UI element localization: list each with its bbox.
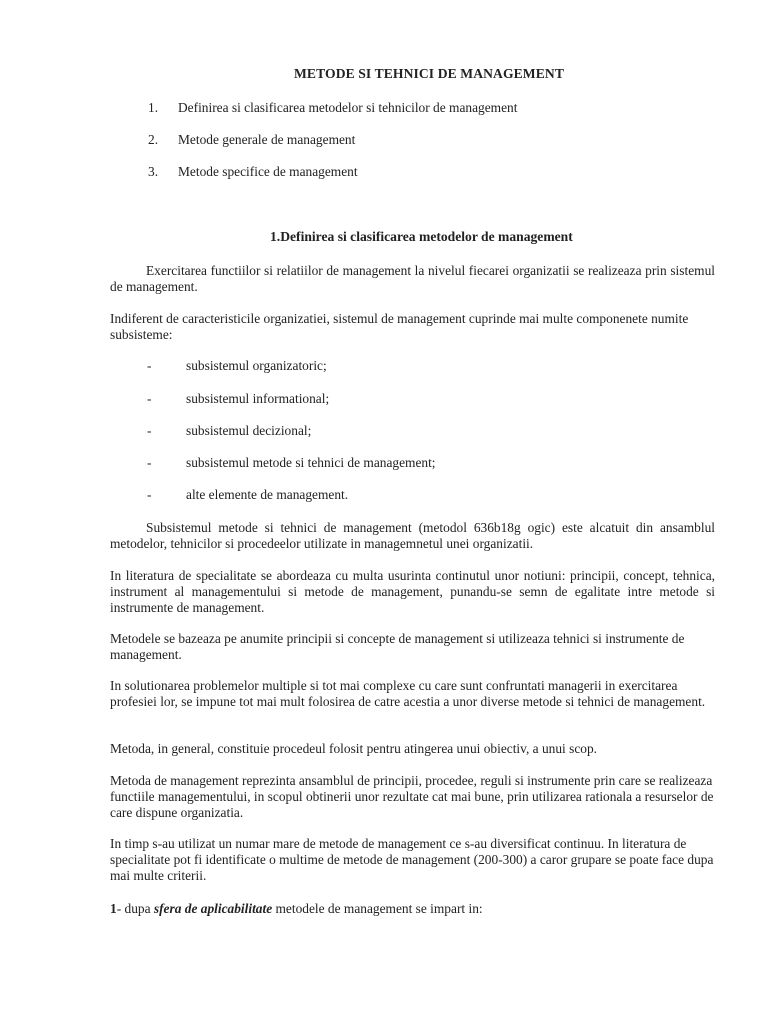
toc-item [148,100,517,116]
toc-number: 3. [148,164,159,179]
list-item [147,455,436,471]
list-dash: - [147,358,152,373]
list-dash: - [147,423,152,438]
paragraph: Subsistemul metode si tehnici de management (metodol 636b18g ogic) este alcatuit din ansamblul metodelor, tehnicilor si procedeelor utilizate in managemnetul unei organizatii. [110,520,715,551]
criteria-line [110,901,483,917]
paragraph: Metoda de management reprezinta ansamblul de principii, procedee, reguli si instrumente prin care se realizeaza functiile managementului, in scopul obtinerii unor rezultate cat mai bune, prin utilizarea rationala a resurselor de care dispune organizatia. [110,773,714,820]
paragraph: Metodele se bazeaza pe anumite principii si concepte de management si utilizeaza tehnici si instrumente de management. [110,631,685,662]
list-item [147,358,327,374]
toc-text: Metode generale de management [178,132,356,147]
list-dash: - [147,455,152,470]
toc-number: 2. [148,132,159,147]
toc-item [148,164,358,180]
list-item-text: alte elemente de management. [186,487,349,502]
section-heading: 1.Definirea si clasificarea metodelor de management [270,229,573,244]
list-dash: - [147,487,152,502]
paragraph: In solutionarea problemelor multiple si tot mai complexe cu care sunt confruntati managerii in exercitarea profesiei lor, se impune tot mai mult folosirea de catre acestia a unor diverse metode si tehnici de management. [110,678,706,709]
toc-item [148,132,355,148]
criteria-emphasis: sfera de aplicabilitate [153,901,273,916]
paragraph: Exercitarea functiilor si relatiilor de management la nivelul fiecarei organizatii se realizeaza prin sistemul de management. [110,263,715,294]
list-item [147,391,329,407]
paragraph: In timp s-au utilizat un numar mare de metode de management ce s-au diversificat continuu. In literatura de specialitate pot fi identificate o multime de metode de management (200-300) a caror grupare se poate face dupa mai multe criterii. [110,836,714,883]
list-item [147,487,348,503]
criteria-suffix: metodele de management se impart in: [272,901,483,916]
list-item-text: subsistemul decizional; [186,423,312,438]
toc-text: Definirea si clasificarea metodelor si tehnicilor de management [178,100,518,115]
paragraph: In literatura de specialitate se abordeaza cu multa usurinta continutul unor notiuni: principii, concept, tehnica, instrument al managementului si metode de management, punandu-se semn de egalitate intre metode si instrumente de management. [110,568,715,615]
criteria-number: 1 [110,901,117,916]
criteria-prefix: - dupa [116,901,154,916]
toc-text: Metode specifice de management [178,164,358,179]
list-item [147,423,311,439]
document-title: METODE SI TEHNICI DE MANAGEMENT [294,66,564,81]
paragraph: Metoda, in general, constituie procedeul folosit pentru atingerea unui obiectiv, a unui scop. [110,741,597,756]
paragraph: Indiferent de caracteristicile organizatiei, sistemul de management cuprinde mai multe componenete numite subsisteme: [110,311,689,342]
list-dash: - [147,391,152,406]
list-item-text: subsistemul metode si tehnici de management; [186,455,436,470]
list-item-text: subsistemul informational; [186,391,330,406]
toc-number: 1. [148,100,159,115]
list-item-text: subsistemul organizatoric; [186,358,327,373]
